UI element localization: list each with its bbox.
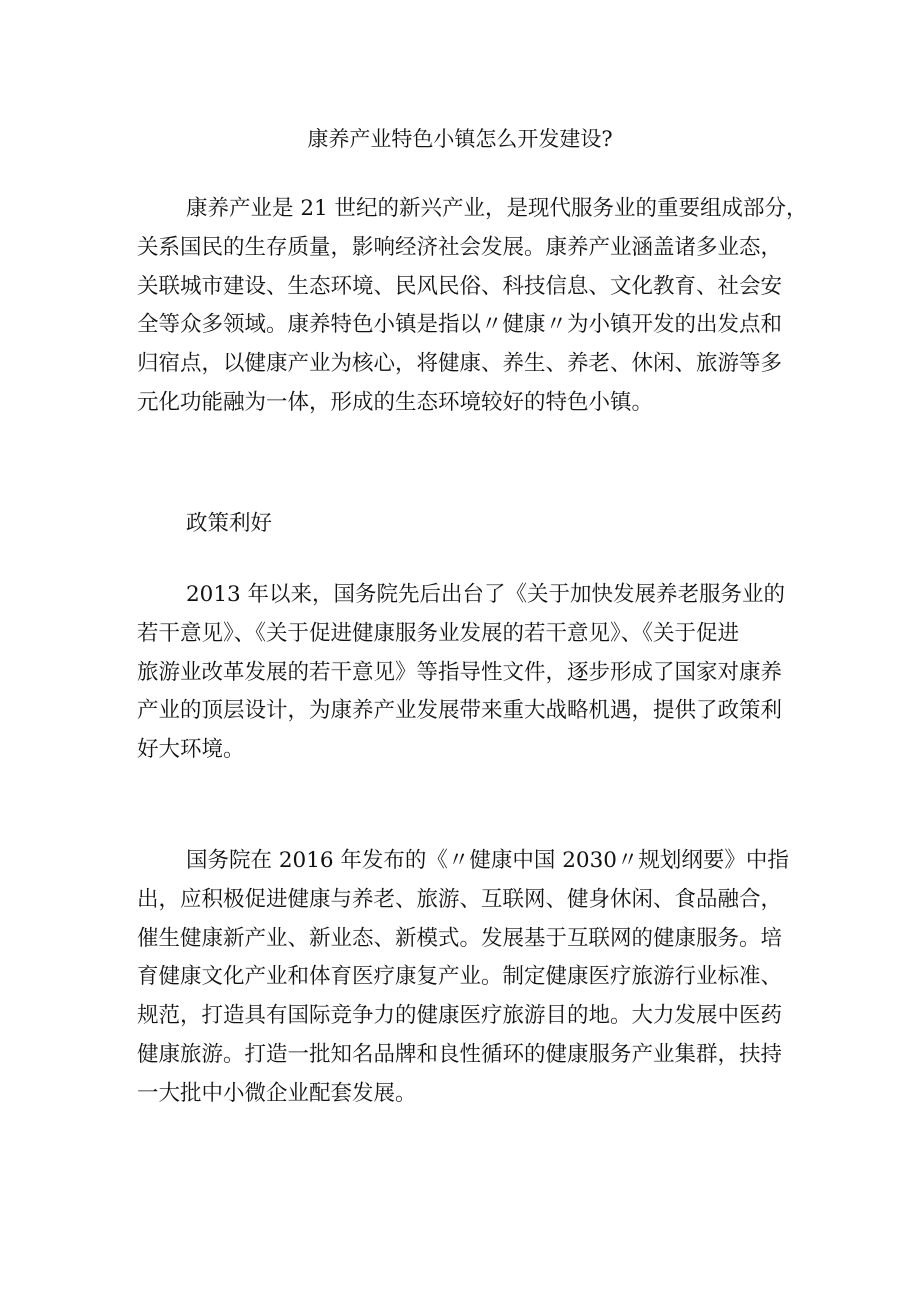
paragraph-intro <box>137 190 808 423</box>
paragraph-line: 关联城市建设、生态环境、民风民俗、科技信息、文化教育、社会安 <box>137 273 783 299</box>
paragraph-line: 全等众多领域。康养特色小镇是指以〃健康〃为小镇开发的出发点和 <box>137 312 783 338</box>
paragraph-line: 催生健康新产业、新业态、新模式。发展基于互联网的健康服务。培 <box>137 925 783 951</box>
document-title: 康养产业特色小镇怎么开发建设? <box>307 127 613 151</box>
paragraph-line: 一大批中小微企业配套发展。 <box>137 1080 417 1106</box>
paragraph-line: 旅游业改革发展的若干意见》等指导性文件，逐步形成了国家对康养 <box>137 659 783 685</box>
paragraph-line: 育健康文化产业和体育医疗康复产业。制定健康医疗旅游行业标准、 <box>137 964 783 990</box>
paragraph-line: 2013 年以来，国务院先后出台了《关于加快发展养老服务业的 <box>186 582 786 607</box>
paragraph-line: 好大环境。 <box>137 737 245 763</box>
paragraph-line: 出，应积极促进健康与养老、旅游、互联网、健身休闲、食品融合， <box>137 886 783 912</box>
paragraph-line: 健康旅游。打造一批知名品牌和良性循环的健康服务产业集群，扶持 <box>137 1041 783 1067</box>
paragraph-line: 元化功能融为一体，形成的生态环境较好的特色小镇。 <box>137 389 654 415</box>
paragraph-policy <box>137 576 797 770</box>
paragraph-health-china <box>137 842 797 1114</box>
paragraph-line: 国务院在 2016 年发布的《〃健康中国 2030〃规划纲要》中指 <box>186 848 789 873</box>
paragraph-line: 康养产业是 21 世纪的新兴产业，是现代服务业的重要组成部分， <box>186 196 808 221</box>
section-heading-policy: 政策利好 <box>186 511 273 536</box>
paragraph-line: 归宿点，以健康产业为核心，将健康、养生、养老、休闲、旅游等多 <box>137 351 783 377</box>
paragraph-line: 若干意见》、《关于促进健康服务业发展的若干意见》、《关于促进 <box>137 620 740 646</box>
paragraph-line: 规范，打造具有国际竞争力的健康医疗旅游目的地。大力发展中医药 <box>137 1003 783 1029</box>
paragraph-line: 产业的顶层设计，为康养产业发展带来重大战略机遇，提供了政策利 <box>137 698 783 724</box>
paragraph-line: 关系国民的生存质量，影响经济社会发展。康养产业涵盖诸多业态， <box>137 234 783 260</box>
